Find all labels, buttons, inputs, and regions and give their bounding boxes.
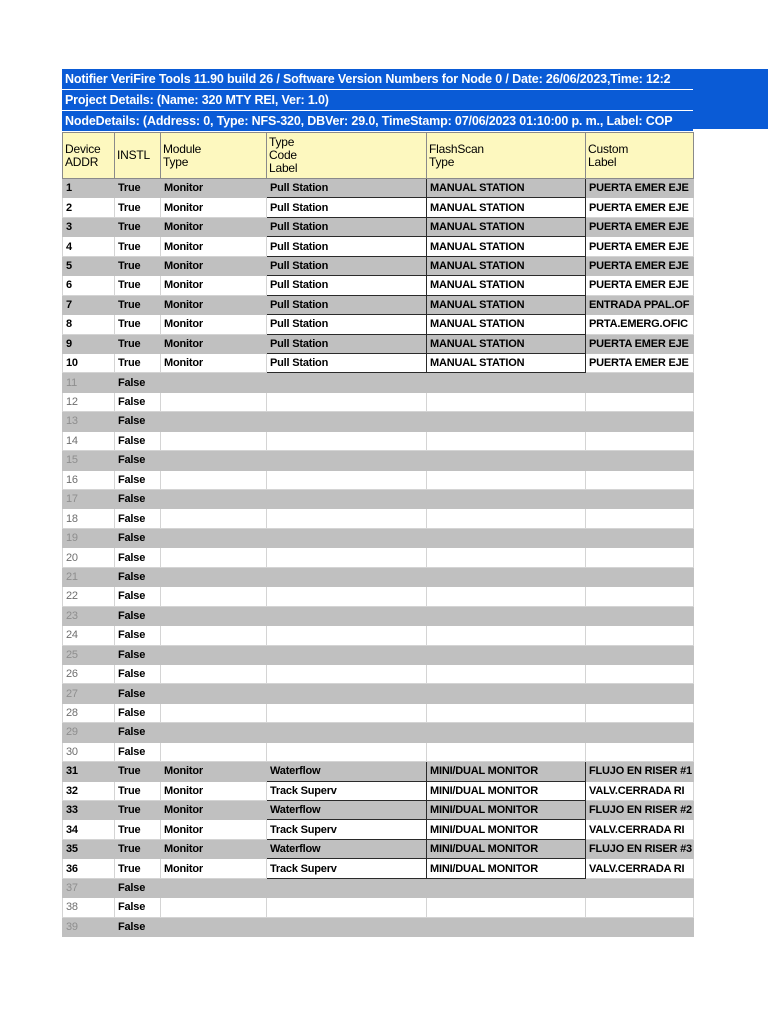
module-type-cell [161,490,267,509]
device-table [62,132,694,937]
module-type-cell: Monitor [161,801,267,820]
module-type-cell [161,742,267,761]
module-type-cell [161,587,267,606]
module-type-cell [161,509,267,528]
type-code-label-cell [267,703,427,722]
device-addr-cell: 31 [63,762,115,781]
column-header-type-code-label [267,133,427,179]
custom-label-cell [586,878,694,897]
module-type-cell [161,878,267,897]
custom-label-cell: PUERTA EMER EJE [586,198,694,217]
flashscan-type-cell: MINI/DUAL MONITOR [427,781,586,800]
flashscan-type-cell [427,684,586,703]
column-header-instl [115,133,161,179]
module-type-cell [161,528,267,547]
module-type-cell: Monitor [161,217,267,236]
table-row [63,820,694,839]
flashscan-type-cell [427,626,586,645]
device-addr-cell: 28 [63,703,115,722]
column-header-line: Module [163,141,202,156]
device-addr-cell: 1 [63,179,115,198]
instl-cell: True [115,198,161,217]
custom-label-cell [586,567,694,586]
spreadsheet [62,69,693,937]
table-row [63,509,694,528]
flashscan-type-cell: MANUAL STATION [427,334,586,353]
flashscan-type-cell: MANUAL STATION [427,179,586,198]
type-code-label-cell [267,392,427,411]
column-header-line: Type [163,154,189,169]
flashscan-type-cell [427,509,586,528]
column-header-line: FlashScan [429,141,484,156]
custom-label-cell [586,509,694,528]
column-header-custom-label [586,133,694,179]
module-type-cell [161,664,267,683]
custom-label-cell [586,431,694,450]
instl-cell: True [115,276,161,295]
instl-cell: True [115,801,161,820]
custom-label-cell [586,490,694,509]
flashscan-type-cell [427,431,586,450]
type-code-label-cell [267,490,427,509]
flashscan-type-cell [427,490,586,509]
flashscan-type-cell: MANUAL STATION [427,295,586,314]
flashscan-type-cell: MANUAL STATION [427,276,586,295]
device-addr-cell: 6 [63,276,115,295]
instl-cell: False [115,742,161,761]
module-type-cell [161,917,267,936]
type-code-label-cell [267,470,427,489]
instl-cell: True [115,353,161,372]
device-addr-cell: 8 [63,315,115,334]
custom-label-cell: ENTRADA PPAL.OF [586,295,694,314]
custom-label-cell [586,528,694,547]
custom-label-cell: PUERTA EMER EJE [586,256,694,275]
table-row [63,490,694,509]
instl-cell: False [115,548,161,567]
table-row [63,548,694,567]
module-type-cell [161,412,267,431]
device-addr-cell: 9 [63,334,115,353]
type-code-label-cell: Track Superv [267,781,427,800]
device-addr-cell: 26 [63,664,115,683]
instl-cell: False [115,490,161,509]
device-addr-cell: 36 [63,859,115,878]
instl-cell: True [115,781,161,800]
type-code-label-cell: Pull Station [267,198,427,217]
column-header-line: Label [588,154,617,169]
table-row [63,470,694,489]
table-row [63,801,694,820]
column-header-line: Type [269,135,295,149]
column-header-line: Device [65,141,101,156]
type-code-label-cell [267,664,427,683]
instl-cell: True [115,334,161,353]
module-type-cell [161,703,267,722]
table-row [63,781,694,800]
column-header-row [63,133,694,179]
instl-cell: False [115,723,161,742]
table-row [63,431,694,450]
custom-label-cell: PUERTA EMER EJE [586,353,694,372]
project-details: Project Details: (Name: 320 MTY REI, Ver: 1.0) [62,90,693,111]
instl-cell: False [115,917,161,936]
module-type-cell [161,451,267,470]
module-type-cell: Monitor [161,353,267,372]
flashscan-type-cell [427,412,586,431]
device-addr-cell: 24 [63,626,115,645]
custom-label-cell [586,742,694,761]
table-row [63,237,694,256]
type-code-label-cell [267,878,427,897]
column-header-line: Label [269,161,298,175]
custom-label-cell [586,412,694,431]
type-code-label-cell [267,431,427,450]
device-addr-cell: 37 [63,878,115,897]
device-addr-cell: 15 [63,451,115,470]
accent-tab [692,69,768,129]
instl-cell: False [115,528,161,547]
instl-cell: True [115,762,161,781]
table-row [63,839,694,858]
type-code-label-cell [267,684,427,703]
type-code-label-cell [267,509,427,528]
instl-cell: False [115,703,161,722]
instl-cell: True [115,315,161,334]
table-row [63,567,694,586]
type-code-label-cell: Pull Station [267,315,427,334]
module-type-cell: Monitor [161,256,267,275]
table-row [63,315,694,334]
module-type-cell [161,645,267,664]
instl-cell: False [115,451,161,470]
device-addr-cell: 5 [63,256,115,275]
module-type-cell: Monitor [161,315,267,334]
module-type-cell [161,684,267,703]
module-type-cell [161,626,267,645]
custom-label-cell: FLUJO EN RISER #3 [586,839,694,858]
device-addr-cell: 38 [63,898,115,917]
flashscan-type-cell [427,742,586,761]
table-row [63,528,694,547]
table-row [63,198,694,217]
type-code-label-cell: Pull Station [267,179,427,198]
type-code-label-cell: Pull Station [267,353,427,372]
table-row [63,373,694,392]
device-addr-cell: 27 [63,684,115,703]
custom-label-cell: VALV.CERRADA RI [586,781,694,800]
column-header-line: Custom [588,141,629,156]
type-code-label-cell: Pull Station [267,237,427,256]
type-code-label-cell [267,917,427,936]
type-code-label-cell: Pull Station [267,276,427,295]
device-addr-cell: 29 [63,723,115,742]
device-addr-cell: 34 [63,820,115,839]
flashscan-type-cell [427,528,586,547]
instl-cell: False [115,567,161,586]
instl-cell: False [115,878,161,897]
instl-cell: True [115,217,161,236]
module-type-cell: Monitor [161,179,267,198]
instl-cell: True [115,237,161,256]
custom-label-cell [586,917,694,936]
device-addr-cell: 18 [63,509,115,528]
flashscan-type-cell: MINI/DUAL MONITOR [427,762,586,781]
module-type-cell: Monitor [161,762,267,781]
table-row [63,179,694,198]
table-row [63,295,694,314]
flashscan-type-cell [427,470,586,489]
type-code-label-cell: Waterflow [267,801,427,820]
device-addr-cell: 21 [63,567,115,586]
custom-label-cell: PUERTA EMER EJE [586,276,694,295]
flashscan-type-cell [427,567,586,586]
device-addr-cell: 39 [63,917,115,936]
table-row [63,217,694,236]
instl-cell: False [115,587,161,606]
instl-cell: False [115,664,161,683]
flashscan-type-cell [427,878,586,897]
custom-label-cell: PRTA.EMERG.OFIC [586,315,694,334]
module-type-cell [161,898,267,917]
table-row [63,334,694,353]
table-row [63,723,694,742]
custom-label-cell: PUERTA EMER EJE [586,237,694,256]
module-type-cell [161,470,267,489]
device-addr-cell: 13 [63,412,115,431]
node-details: NodeDetails: (Address: 0, Type: NFS-320, DBVer: 29.0, TimeStamp: 07/06/2023 01:10:00 p. m., Label: COP [62,111,693,132]
table-row [63,256,694,275]
module-type-cell: Monitor [161,295,267,314]
type-code-label-cell [267,567,427,586]
module-type-cell [161,567,267,586]
table-row [63,762,694,781]
device-addr-cell: 33 [63,801,115,820]
instl-cell: False [115,684,161,703]
module-type-cell [161,373,267,392]
custom-label-cell [586,470,694,489]
table-row [63,859,694,878]
custom-label-cell [586,703,694,722]
type-code-label-cell: Pull Station [267,256,427,275]
module-type-cell [161,431,267,450]
table-row [63,703,694,722]
flashscan-type-cell [427,587,586,606]
table-row [63,587,694,606]
table-row [63,645,694,664]
custom-label-cell [586,451,694,470]
flashscan-type-cell: MINI/DUAL MONITOR [427,801,586,820]
device-addr-cell: 30 [63,742,115,761]
device-addr-cell: 35 [63,839,115,858]
custom-label-cell: FLUJO EN RISER #1 [586,762,694,781]
column-header-module-type [161,133,267,179]
type-code-label-cell: Pull Station [267,217,427,236]
type-code-label-cell [267,412,427,431]
flashscan-type-cell [427,664,586,683]
type-code-label-cell [267,645,427,664]
flashscan-type-cell: MANUAL STATION [427,217,586,236]
flashscan-type-cell: MANUAL STATION [427,353,586,372]
table-row [63,664,694,683]
table-row [63,606,694,625]
device-addr-cell: 7 [63,295,115,314]
flashscan-type-cell: MINI/DUAL MONITOR [427,839,586,858]
flashscan-type-cell [427,723,586,742]
custom-label-cell: FLUJO EN RISER #2 [586,801,694,820]
table-row [63,684,694,703]
device-addr-cell: 20 [63,548,115,567]
instl-cell: True [115,256,161,275]
flashscan-type-cell: MANUAL STATION [427,256,586,275]
module-type-cell: Monitor [161,839,267,858]
instl-cell: False [115,509,161,528]
custom-label-cell [586,373,694,392]
custom-label-cell: VALV.CERRADA RI [586,820,694,839]
column-header-device-addr [63,133,115,179]
module-type-cell: Monitor [161,237,267,256]
flashscan-type-cell [427,703,586,722]
custom-label-cell [586,606,694,625]
type-code-label-cell [267,606,427,625]
device-addr-cell: 23 [63,606,115,625]
type-code-label-cell [267,548,427,567]
table-row [63,898,694,917]
device-addr-cell: 16 [63,470,115,489]
type-code-label-cell [267,626,427,645]
custom-label-cell: PUERTA EMER EJE [586,179,694,198]
device-addr-cell: 22 [63,587,115,606]
device-addr-cell: 11 [63,373,115,392]
type-code-label-cell: Track Superv [267,820,427,839]
flashscan-type-cell: MINI/DUAL MONITOR [427,859,586,878]
type-code-label-cell [267,898,427,917]
instl-cell: False [115,626,161,645]
flashscan-type-cell: MANUAL STATION [427,237,586,256]
flashscan-type-cell [427,606,586,625]
type-code-label-cell: Waterflow [267,762,427,781]
custom-label-cell [586,548,694,567]
instl-cell: False [115,470,161,489]
report-title: Notifier VeriFire Tools 11.90 build 26 / Software Version Numbers for Node 0 / Date: 26/06/2023,Time: 12:2 [62,69,693,90]
column-header-flashscan-type [427,133,586,179]
custom-label-cell [586,664,694,683]
flashscan-type-cell [427,898,586,917]
custom-label-cell: VALV.CERRADA RI [586,859,694,878]
instl-cell: True [115,839,161,858]
module-type-cell: Monitor [161,859,267,878]
device-addr-cell: 3 [63,217,115,236]
module-type-cell [161,606,267,625]
type-code-label-cell: Pull Station [267,295,427,314]
instl-cell: False [115,898,161,917]
instl-cell: False [115,645,161,664]
instl-cell: False [115,431,161,450]
instl-cell: False [115,373,161,392]
flashscan-type-cell [427,392,586,411]
instl-cell: True [115,179,161,198]
device-addr-cell: 4 [63,237,115,256]
column-header-line: ADDR [65,154,99,169]
type-code-label-cell [267,587,427,606]
instl-cell: False [115,606,161,625]
module-type-cell [161,392,267,411]
custom-label-cell [586,626,694,645]
instl-cell: True [115,859,161,878]
custom-label-cell [586,723,694,742]
module-type-cell: Monitor [161,276,267,295]
flashscan-type-cell: MANUAL STATION [427,315,586,334]
module-type-cell [161,723,267,742]
column-header-line: Code [269,148,297,162]
table-body [63,179,694,937]
type-code-label-cell [267,528,427,547]
flashscan-type-cell [427,645,586,664]
custom-label-cell [586,392,694,411]
flashscan-type-cell [427,373,586,392]
module-type-cell: Monitor [161,198,267,217]
column-header-line: INSTL [117,148,151,162]
custom-label-cell [586,684,694,703]
table-row [63,353,694,372]
custom-label-cell [586,645,694,664]
flashscan-type-cell: MINI/DUAL MONITOR [427,820,586,839]
module-type-cell: Monitor [161,334,267,353]
type-code-label-cell: Track Superv [267,859,427,878]
instl-cell: True [115,820,161,839]
instl-cell: True [115,295,161,314]
device-addr-cell: 10 [63,353,115,372]
flashscan-type-cell [427,917,586,936]
custom-label-cell [586,587,694,606]
type-code-label-cell: Waterflow [267,839,427,858]
flashscan-type-cell [427,451,586,470]
type-code-label-cell [267,451,427,470]
table-row [63,878,694,897]
table-row [63,412,694,431]
table-row [63,276,694,295]
module-type-cell [161,548,267,567]
instl-cell: False [115,412,161,431]
flashscan-type-cell: MANUAL STATION [427,198,586,217]
device-addr-cell: 17 [63,490,115,509]
instl-cell: False [115,392,161,411]
type-code-label-cell [267,373,427,392]
custom-label-cell: PUERTA EMER EJE [586,334,694,353]
device-addr-cell: 32 [63,781,115,800]
device-addr-cell: 2 [63,198,115,217]
table-row [63,451,694,470]
device-addr-cell: 14 [63,431,115,450]
device-addr-cell: 12 [63,392,115,411]
type-code-label-cell [267,742,427,761]
device-addr-cell: 19 [63,528,115,547]
type-code-label-cell [267,723,427,742]
table-row [63,917,694,936]
table-row [63,392,694,411]
table-row [63,742,694,761]
flashscan-type-cell [427,548,586,567]
custom-label-cell: PUERTA EMER EJE [586,217,694,236]
module-type-cell: Monitor [161,820,267,839]
module-type-cell: Monitor [161,781,267,800]
type-code-label-cell: Pull Station [267,334,427,353]
device-addr-cell: 25 [63,645,115,664]
custom-label-cell [586,898,694,917]
column-header-line: Type [429,154,455,169]
table-row [63,626,694,645]
